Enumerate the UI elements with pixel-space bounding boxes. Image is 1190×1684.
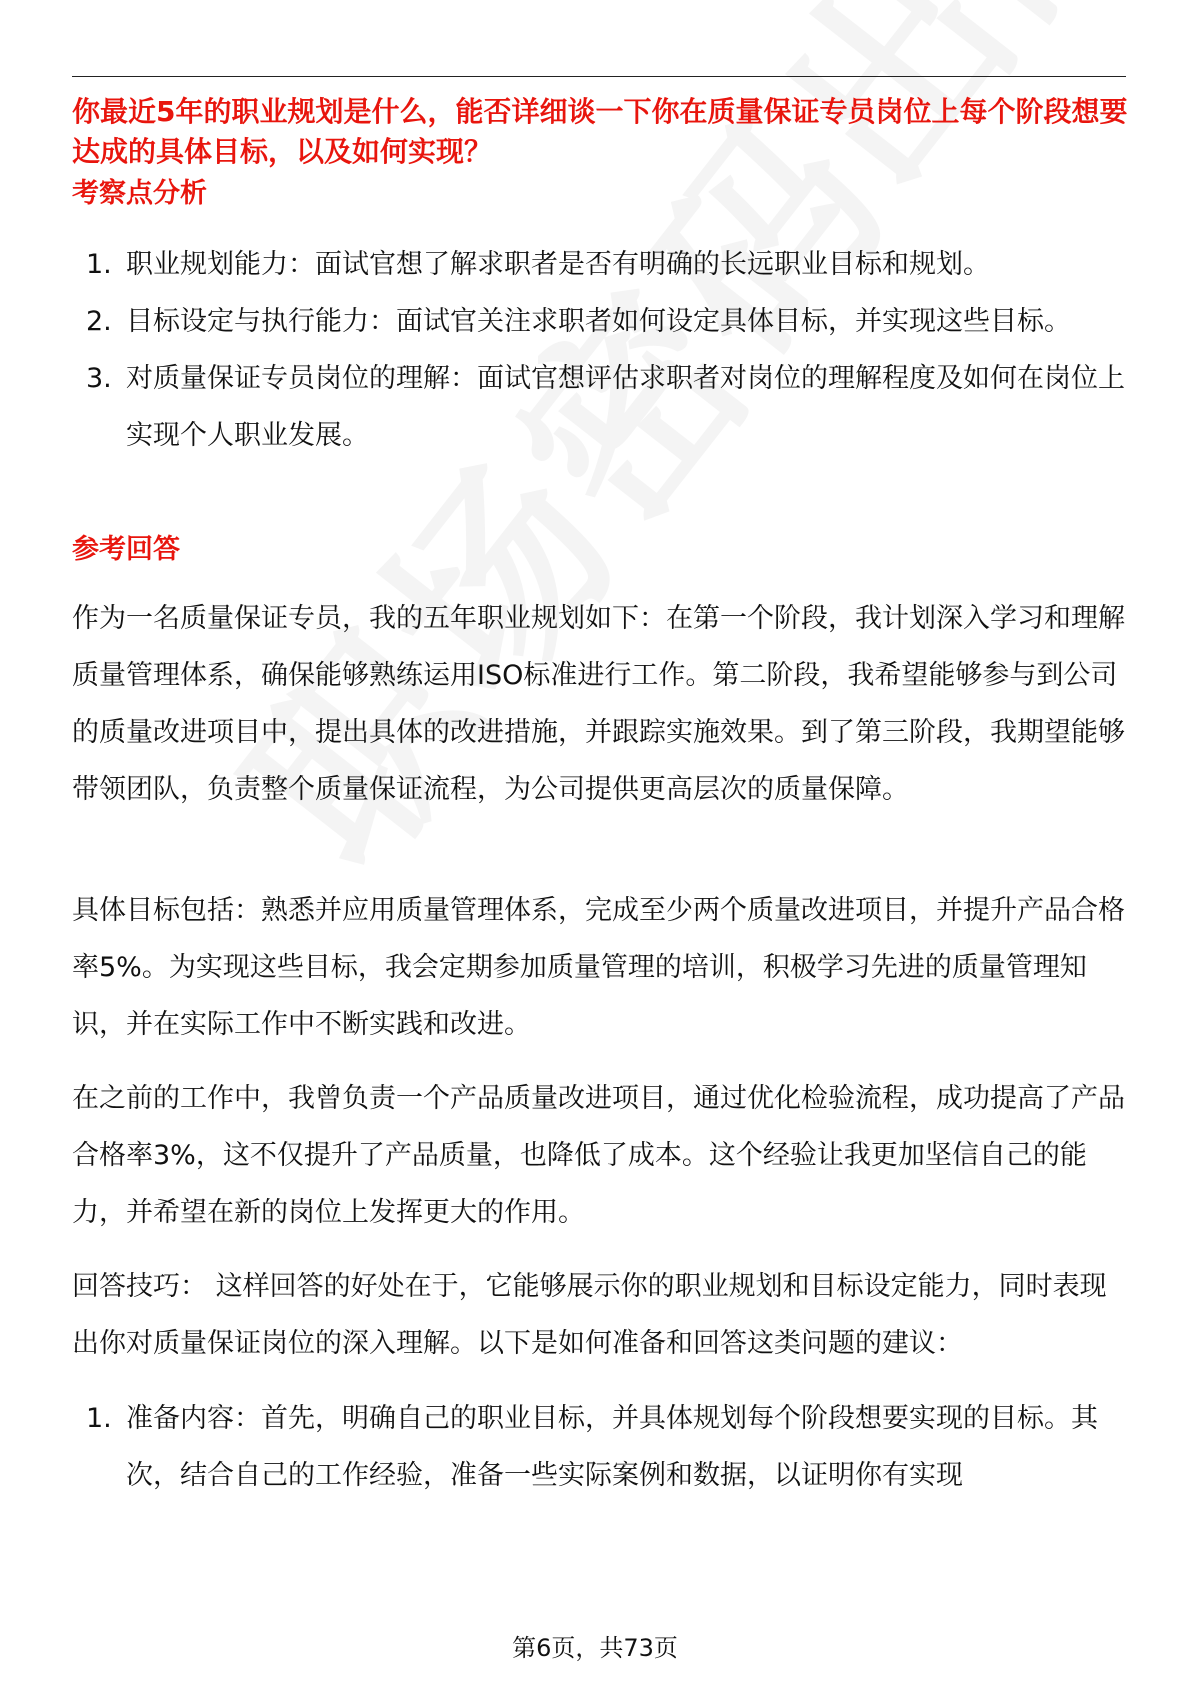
page-number: 第6页，共73页 — [512, 1634, 678, 1662]
answer-heading: 参考回答 — [72, 534, 180, 565]
analysis-list — [72, 236, 1132, 464]
list-item: 3. 对质量保证专员岗位的理解：面试官想评估求职者对岗位的理解程度及如何在岗位上实现个人职业发展。 — [86, 363, 1125, 451]
list-item: 1. 职业规划能力：面试官想了解求职者是否有明确的长远职业目标和规划。 — [86, 249, 990, 280]
answer-paragraph-3: 在之前的工作中，我曾负责一个产品质量改进项目，通过优化检验流程，成功提高了产品合格率3%，这不仅提升了产品质量，也降低了成本。这个经验让我更加坚信自己的能力，并希望在新的岗位上发挥更大的作用。 — [72, 1083, 1125, 1228]
list-item: 2. 目标设定与执行能力：面试官关注求职者如何设定具体目标，并实现这些目标。 — [86, 306, 1071, 337]
list-item: 1. 准备内容：首先，明确自己的职业目标，并具体规划每个阶段想要实现的目标。其次，结合自己的工作经验，准备一些实际案例和数据，以证明你有实现 — [86, 1403, 1098, 1491]
tips-list — [72, 1390, 1132, 1504]
answer-paragraph-1: 作为一名质量保证专员，我的五年职业规划如下：在第一个阶段，我计划深入学习和理解质量管理体系，确保能够熟练运用ISO标准进行工作。第二阶段，我希望能够参与到公司的质量改进项目中，提出具体的改进措施，并跟踪实施效果。到了第三阶段，我期望能够带领团队，负责整个质量保证流程，为公司提供更高层次的质量保障。 — [72, 603, 1125, 805]
answer-tips-paragraph: 回答技巧： 这样回答的好处在于，它能够展示你的职业规划和目标设定能力，同时表现出你对质量保证岗位的深入理解。以下是如何准备和回答这类问题的建议： — [72, 1271, 1107, 1359]
analysis-heading: 考察点分析 — [72, 178, 207, 209]
header-rule — [72, 76, 1126, 77]
question-title: 你最近5年的职业规划是什么，能否详细谈一下你在质量保证专员岗位上每个阶段想要达成的具体目标，以及如何实现？ — [72, 95, 1128, 168]
answer-paragraph-2: 具体目标包括：熟悉并应用质量管理体系，完成至少两个质量改进项目，并提升产品合格率5%。为实现这些目标，我会定期参加质量管理的培训，积极学习先进的质量管理知识，并在实际工作中不断实践和改进。 — [72, 895, 1125, 1040]
